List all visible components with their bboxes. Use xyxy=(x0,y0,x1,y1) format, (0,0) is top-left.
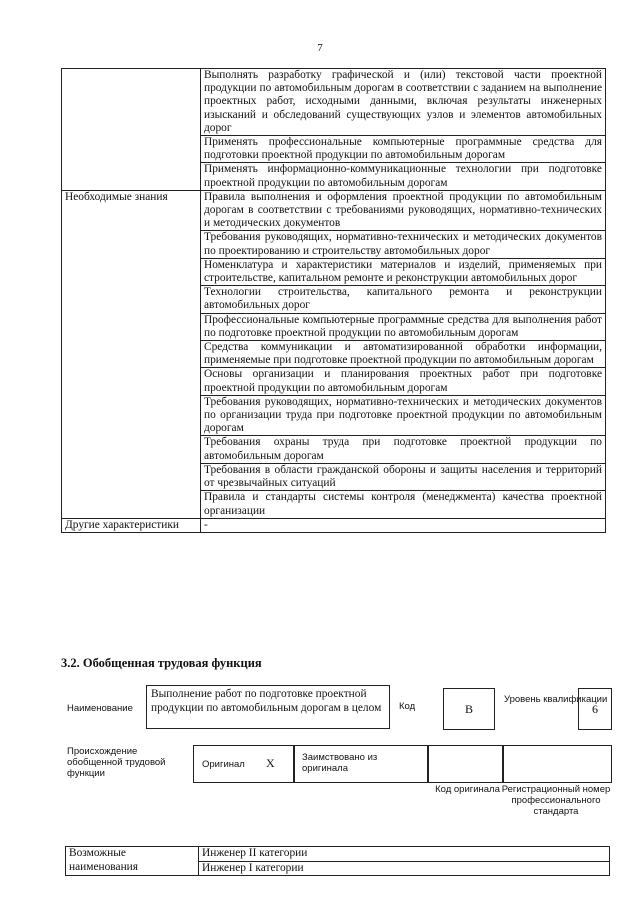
table-row xyxy=(62,69,606,136)
registration-number-box xyxy=(502,745,612,783)
table-cell: Правила выполнения и оформления проектной продукции по автомобильным дорогам в соответствии с требованиями руководящих, нормативно-технических и методических документов xyxy=(201,190,606,231)
original-mark: X xyxy=(266,756,275,770)
page-number: 7 xyxy=(317,42,323,54)
table-row xyxy=(62,518,606,532)
row-label xyxy=(62,69,201,191)
table-cell: Выполнять разработку графической и (или) текстовой части проектной продукции по автомобильным дорогам в соответствии с заданием на выполнение проектных работ, исходными данными, включая результаты инженерных изысканий и обследований существующих узлов и элементов автомобильных дорог xyxy=(201,69,606,136)
table-cell: Технологии строительства, капитального ремонта и реконструкции автомобильных дорог xyxy=(201,286,606,313)
origin-label: Происхождение обобщенной трудовой функции xyxy=(67,746,166,779)
section-title: 3.2. Обобщенная трудовая функция xyxy=(61,656,262,670)
table-cell: Основы организации и планирования проектных работ при подготовке проектной продукции по автомобильным дорогам xyxy=(201,368,606,395)
table-cell: - xyxy=(201,518,606,532)
code-value-box: B xyxy=(443,688,495,730)
possible-names-table xyxy=(65,846,610,876)
code-label: Код xyxy=(399,701,416,712)
table-cell: Требования руководящих, нормативно-технических и методических документов по проектированию и строительству автомобильных дорог xyxy=(201,231,606,258)
possible-names-label: Возможные наименования xyxy=(66,847,199,876)
row-label-knowledge: Необходимые знания xyxy=(62,190,201,518)
original-code-label: Код оригинала xyxy=(435,784,500,795)
table-cell: Профессиональные компьютерные программные средства для выполнения работ по подготовке проектной продукции по автомобильным дорогам xyxy=(201,313,606,340)
table-row xyxy=(66,847,610,862)
table-cell: Инженер II категории xyxy=(199,847,610,862)
name-value-box: Выполнение работ по подготовке проектной продукции по автомобильным дорогам в целом xyxy=(146,685,390,729)
registration-number-label: Регистрационный номер профессионального стандарта xyxy=(501,784,611,817)
table-cell: Применять информационно-коммуникационные технологии при подготовке проектной продукции по автомобильным дорогам xyxy=(201,163,606,190)
level-value-box: 6 xyxy=(578,688,612,730)
original-box xyxy=(193,745,295,783)
level-label: Уровень квалификации xyxy=(504,694,608,705)
original-code-box xyxy=(427,745,504,783)
table-cell: Требования в области гражданской обороны и защиты населения и территорий от чрезвычайных ситуаций xyxy=(201,463,606,490)
knowledge-skills-table xyxy=(61,68,606,533)
table-cell: Применять профессиональные компьютерные программные средства для подготовки проектной продукции по автомобильным дорогам xyxy=(201,136,606,163)
table-cell: Инженер I категории xyxy=(199,861,610,876)
table-cell: Требования руководящих, нормативно-технических и методических документов по организации труда при подготовке проектной продукции по автомобильным дорогам xyxy=(201,395,606,436)
table-cell: Требования охраны труда при подготовке проектной продукции по автомобильным дорогам xyxy=(201,436,606,463)
table-cell: Правила и стандарты системы контроля (менеджмента) качества проектной организации xyxy=(201,491,606,518)
borrowed-label: Заимствовано из оригинала xyxy=(302,752,378,774)
row-label-other: Другие характеристики xyxy=(62,518,201,532)
table-row xyxy=(62,190,606,231)
table-cell: Номенклатура и характеристики материалов и изделий, применяемых при строительстве, капитальном ремонте и реконструкции автомобильных дорог xyxy=(201,258,606,285)
table-cell: Средства коммуникации и автоматизированной обработки информации, применяемые при подготовке проектной продукции по автомобильным дорогам xyxy=(201,341,606,368)
name-label: Наименование xyxy=(67,703,133,714)
borrowed-box xyxy=(293,745,429,783)
original-label: Оригинал xyxy=(202,759,245,770)
